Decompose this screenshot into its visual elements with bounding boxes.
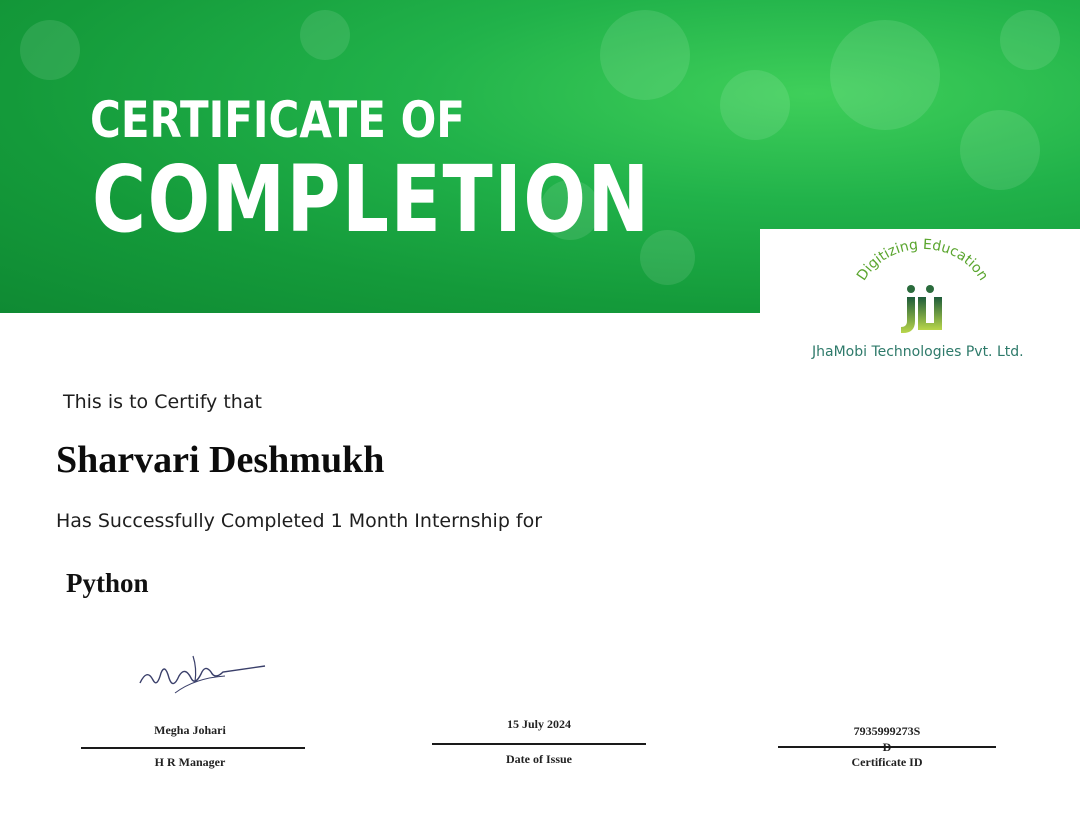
bokeh-decoration [600, 10, 690, 100]
bokeh-decoration [20, 20, 80, 80]
issue-date-line [432, 743, 646, 745]
handwritten-signature [135, 648, 275, 703]
certify-text: This is to Certify that [63, 391, 262, 413]
certificate-id-label: Certificate ID [851, 755, 923, 769]
certificate-id-line [778, 746, 996, 748]
bokeh-decoration [830, 20, 940, 130]
certificate-id-value: 7935999273S [853, 724, 921, 738]
completion-text: Has Successfully Completed 1 Month Internship for [56, 510, 543, 532]
bokeh-decoration [300, 10, 350, 60]
bokeh-decoration [720, 70, 790, 140]
certificate-title-line1: CERTIFICATE OF [90, 91, 465, 149]
bokeh-decoration [1000, 10, 1060, 70]
signatory-name: Megha Johari [154, 723, 226, 737]
bokeh-decoration [960, 110, 1040, 190]
certificate-title-line2: COMPLETION [92, 146, 651, 253]
recipient-name: Sharvari Deshmukh [56, 439, 385, 481]
issue-date-label: Date of Issue [506, 752, 572, 766]
logo-mark [901, 285, 942, 333]
signatory-line [81, 747, 305, 749]
issue-date: 15 July 2024 [506, 717, 571, 731]
signatory-title: H R Manager [154, 755, 226, 769]
company-name: JhaMobi Technologies Pvt. Ltd. [812, 344, 1024, 360]
company-logo [760, 229, 1080, 380]
logo-tagline: Digitizing Education [853, 236, 992, 284]
course-name: Python [66, 568, 149, 598]
